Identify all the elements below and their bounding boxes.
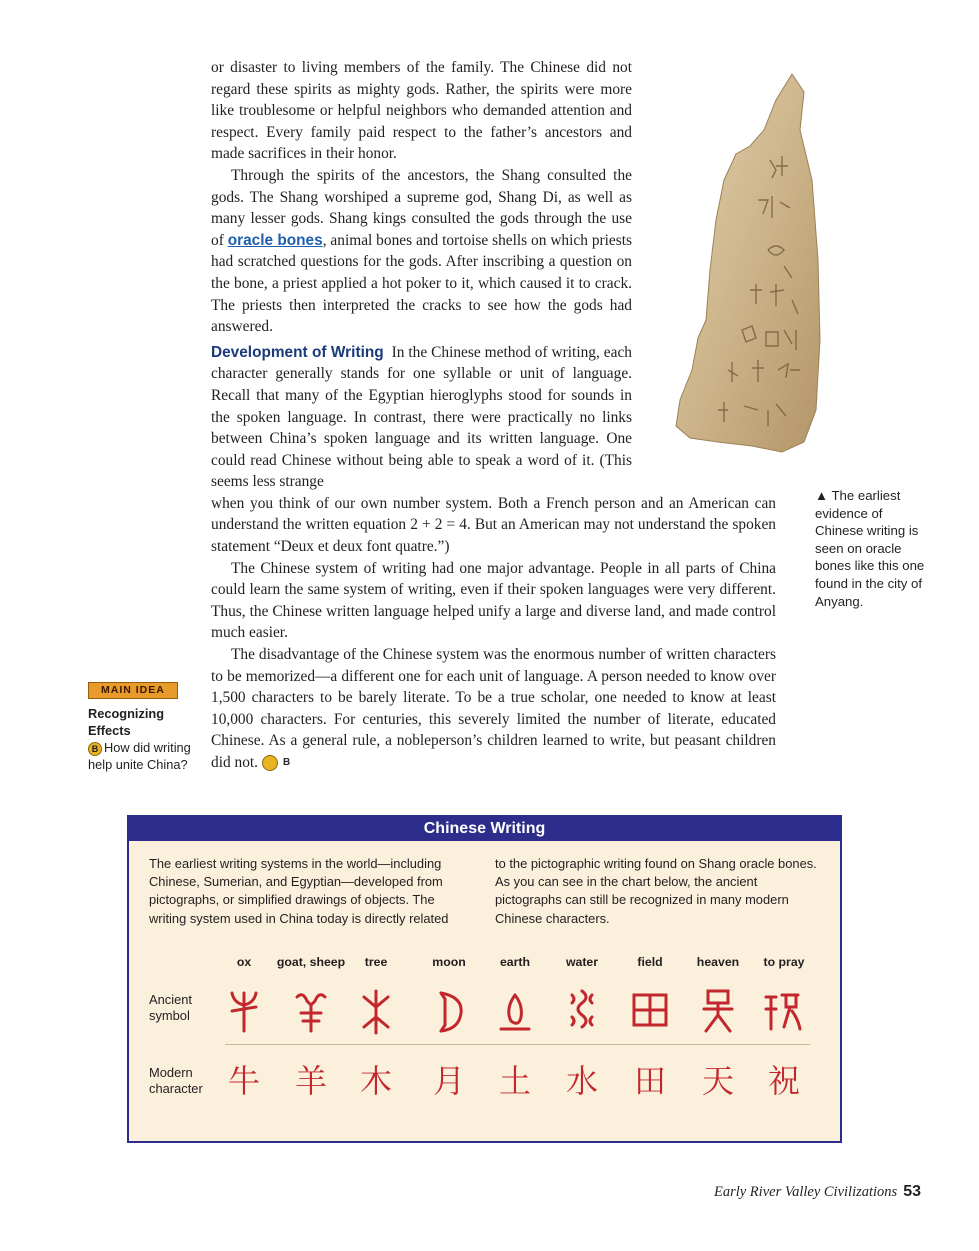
ancient-symbol-earth (495, 987, 535, 1035)
page-footer (714, 1183, 921, 1201)
column-header-water: water (565, 955, 599, 969)
column-header-tree: tree (364, 955, 388, 969)
page-number: 53 (903, 1183, 921, 1200)
oracle-bones-term-link[interactable]: oracle bones (227, 231, 323, 249)
development-of-writing-heading: Development of Writing (211, 343, 384, 361)
paragraph-2-part-b: , animal bones and tortoise shells on which priests had scratched questions for the gods. After inscribing a question on the bone, a priest applied a hot poker to it, which caused it to crack. The priests then interpreted the cracks to see how the gods had answered. (211, 231, 632, 336)
paragraph-1: or disaster to living members of the family. The Chinese did not regard these spirits as mighty gods. Rather, the spirits were more like troublesome or helpful neighbors who demanded attention and respect. Every family paid respect to the father’s ancestors and made sacrifices in their honor. (211, 59, 632, 163)
paragraph-2-part-a: Through the spirits of the ancestors, the Shang consulted the gods. The Shang worshiped a supreme god, Shang Di, as well as many lesser gods. Shang kings consulted the gods through the use of (211, 166, 632, 249)
row-label-modern: Modern character (149, 1065, 203, 1096)
modern-character-water: 水 (565, 1062, 599, 1100)
paragraph-2 (211, 165, 632, 338)
column-header-moon: moon (432, 955, 466, 969)
photo-caption: ▲ The earliest evidence of Chinese writing is seen on oracle bones like this one found in the city of Anyang. (815, 488, 925, 609)
ancient-symbol-field (630, 987, 670, 1035)
modern-character-goat-sheep: 羊 (294, 1062, 328, 1100)
row-separator (225, 1044, 810, 1045)
column-header-goat-sheep: goat, sheep (276, 955, 346, 969)
chart-intro-right: to the pictographic writing found on Shang oracle bones. As you can see in the chart below, the ancient pictographs can still be recognized in many modern Chinese characters. (495, 856, 817, 926)
oracle-bone-photo (672, 70, 822, 480)
main-idea-letter-badge: B (88, 742, 102, 756)
row-label-ancient: Ancient symbol (149, 992, 192, 1023)
modern-character-field: 田 (633, 1062, 667, 1100)
column-header-to-pray: to pray (763, 955, 805, 969)
ancient-symbol-heaven (698, 987, 738, 1035)
main-idea-note (88, 680, 198, 773)
column-header-field: field (637, 955, 663, 969)
main-idea-badge: MAIN IDEA (88, 682, 178, 699)
paragraph-4: The Chinese system of writing had one major advantage. People in all parts of China could learn the same system of writing, even if their spoken languages were very different. Thus, the Chinese written language helped unify a large and diverse land, and made control much easier. (211, 559, 776, 642)
main-idea-question: How did writing help unite China? (88, 740, 191, 772)
modern-character-heaven: 天 (701, 1062, 735, 1100)
modern-character-to-pray: 祝 (767, 1062, 801, 1100)
ancient-symbol-ox (224, 987, 264, 1035)
ancient-symbol-to-pray (762, 987, 806, 1035)
chart-intro-left: The earliest writing systems in the world—including Chinese, Sumerian, and Egyptian—developed from pictographs, or simplified drawings of objects. The writing system used in China today is directly related (149, 856, 449, 926)
ancient-symbol-goat-sheep (291, 987, 331, 1035)
footer-book-title: Early River Valley Civilizations (713, 1184, 898, 1200)
modern-character-earth: 土 (498, 1062, 532, 1100)
paragraph-5 (211, 644, 776, 774)
chart-title: Chinese Writing (129, 817, 840, 841)
paragraph-3-wide: when you think of our own number system. Both a French person and an American can understand the written equation 2 + 2 = 4. But an American may not understand the spoken statement “Deux et deux font quatre.”) (211, 494, 776, 556)
ancient-symbol-water (562, 987, 602, 1035)
main-idea-b-marker: B (262, 755, 278, 771)
ancient-symbol-tree (356, 987, 396, 1035)
paragraph-3-narrow-text: In the Chinese method of writing, each character generally stands for one syllable or unit of language. Recall that many of the Egyptian hieroglyphs stood for sounds in the spoken language. In contrast, there were practically no links between China’s spoken language and its written language. One could read Chinese without being able to speak a word of it. (This seems less strange (211, 343, 632, 491)
column-header-heaven: heaven (696, 955, 740, 969)
main-idea-question-line (88, 739, 198, 773)
paragraph-3-narrow (211, 342, 632, 493)
modern-character-ox: 牛 (227, 1062, 261, 1100)
paragraph-5-text: The disadvantage of the Chinese system was the enormous number of written characters to be memorized—a different one for each unit of language. A person needed to know over 1,500 characters to be barely literate. To be a true scholar, one needed to know at least 10,000 characters. For centuries, this severely limited the number of literate, educated Chinese. As a general rule, a nobleperson’s children learned to write, but peasant children did not. (211, 646, 776, 771)
oracle-bone-illustration (672, 70, 822, 480)
column-header-ox: ox (236, 955, 252, 969)
chinese-writing-chart (127, 815, 842, 1143)
main-idea-skill: Recognizing Effects (88, 706, 165, 738)
modern-character-tree: 木 (359, 1062, 393, 1100)
column-header-earth: earth (499, 955, 531, 969)
ancient-symbol-moon (429, 987, 469, 1035)
modern-character-moon: 月 (432, 1062, 466, 1100)
